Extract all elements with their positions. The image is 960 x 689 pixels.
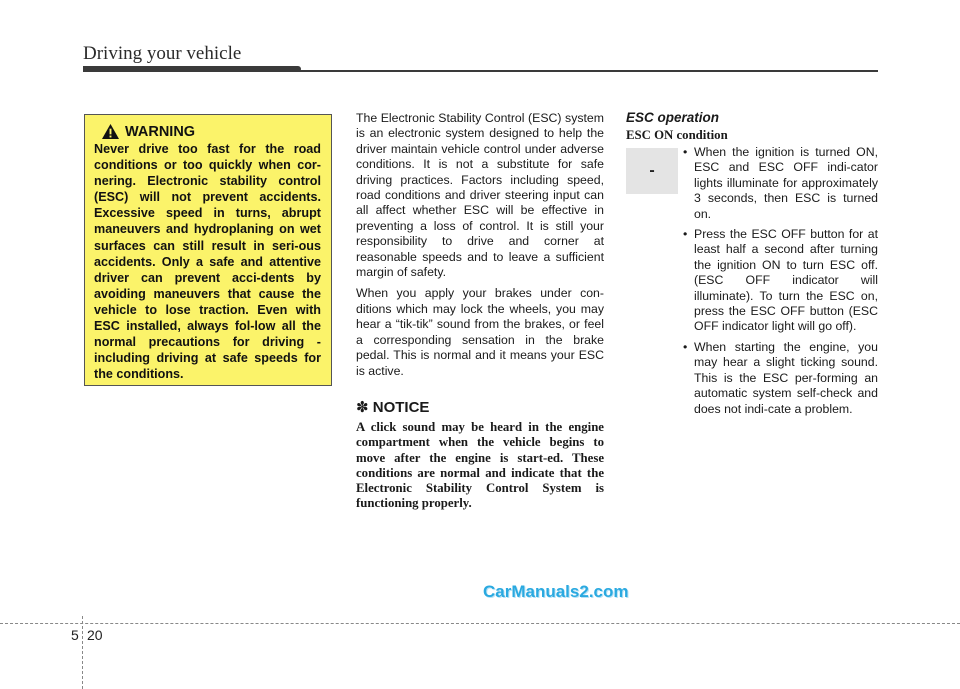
warning-text: Never drive too fast for the road conditions or too quickly when cor-nering. Electronic stability control (ESC) will not prevent accidents. Excessive speed in turns, abrupt maneuvers and hydroplaning on wet surfaces can still result in seri-ous accidents. Only a safe and attentive driver can prevent acci-dents by avoiding maneuvers that cause the vehicle to lose traction. Even with ESC installed, always fol-low all the normal precautions for driving - including driving at safe speeds for the conditions. [94,142,321,382]
list-item: • When the ignition is turned ON, ESC and ESC OFF indi-cator lights illuminate for approximately 3 seconds, then ESC is turned on. [683,145,878,222]
warning-title: WARNING [125,123,196,140]
section-title: Driving your vehicle [83,43,242,64]
footer-vertical-divider [82,616,83,689]
esc-on-bullet-list [683,145,878,422]
esc-operation-heading: ESC operation [626,110,720,125]
footer-divider [0,623,960,624]
title-rule-thin [83,70,878,72]
watermark-link[interactable]: CarManuals2.com [483,582,629,601]
esc-intro-paragraph: The Electronic Stability Control (ESC) system is an electronic system designed to help the driver maintain vehicle control under adverse conditions. It is not a substitute for safe driving practices. Factors including speed, road conditions and driver steering input can all affect whether ESC will be effective in preventing a loss of control. It is still your responsibility to drive and corner at reasonable speeds and to leave a sufficient margin of safety. [356,111,604,280]
warning-header [101,123,321,140]
notice-title: ✽ NOTICE [356,398,430,416]
esc-indicator-placeholder: - [626,148,678,194]
chapter-number: 5 [71,627,79,643]
page-number: 20 [87,627,103,643]
esc-brake-paragraph: When you apply your brakes under con-ditions which may lock the wheels, you may hear a “tik-tik” sound from the brakes, or feel a corresponding sensation in the brake pedal. This is normal and it means your ESC is active. [356,286,604,378]
column-esc-description [356,111,604,512]
warning-box [84,114,332,386]
warning-triangle-icon [101,123,120,140]
esc-on-condition-subheading: ESC ON condition [626,128,728,142]
notice-text: A click sound may be heard in the engine compartment when the vehicle begins to move after the engine is start-ed. These conditions are normal and indicate that the Electronic Stability Control System is functioning properly. [356,419,604,511]
list-item: • When starting the engine, you may hear a slight ticking sound. This is the ESC per-forming an automatic system self-check and does not indi-cate a problem. [683,340,878,417]
list-item: • Press the ESC OFF button for at least half a second after turning the ignition ON to turn ESC off. (ESC OFF indicator will illuminate). To turn the ESC on, press the ESC OFF button (ESC OFF indicator light will go off). [683,227,878,335]
